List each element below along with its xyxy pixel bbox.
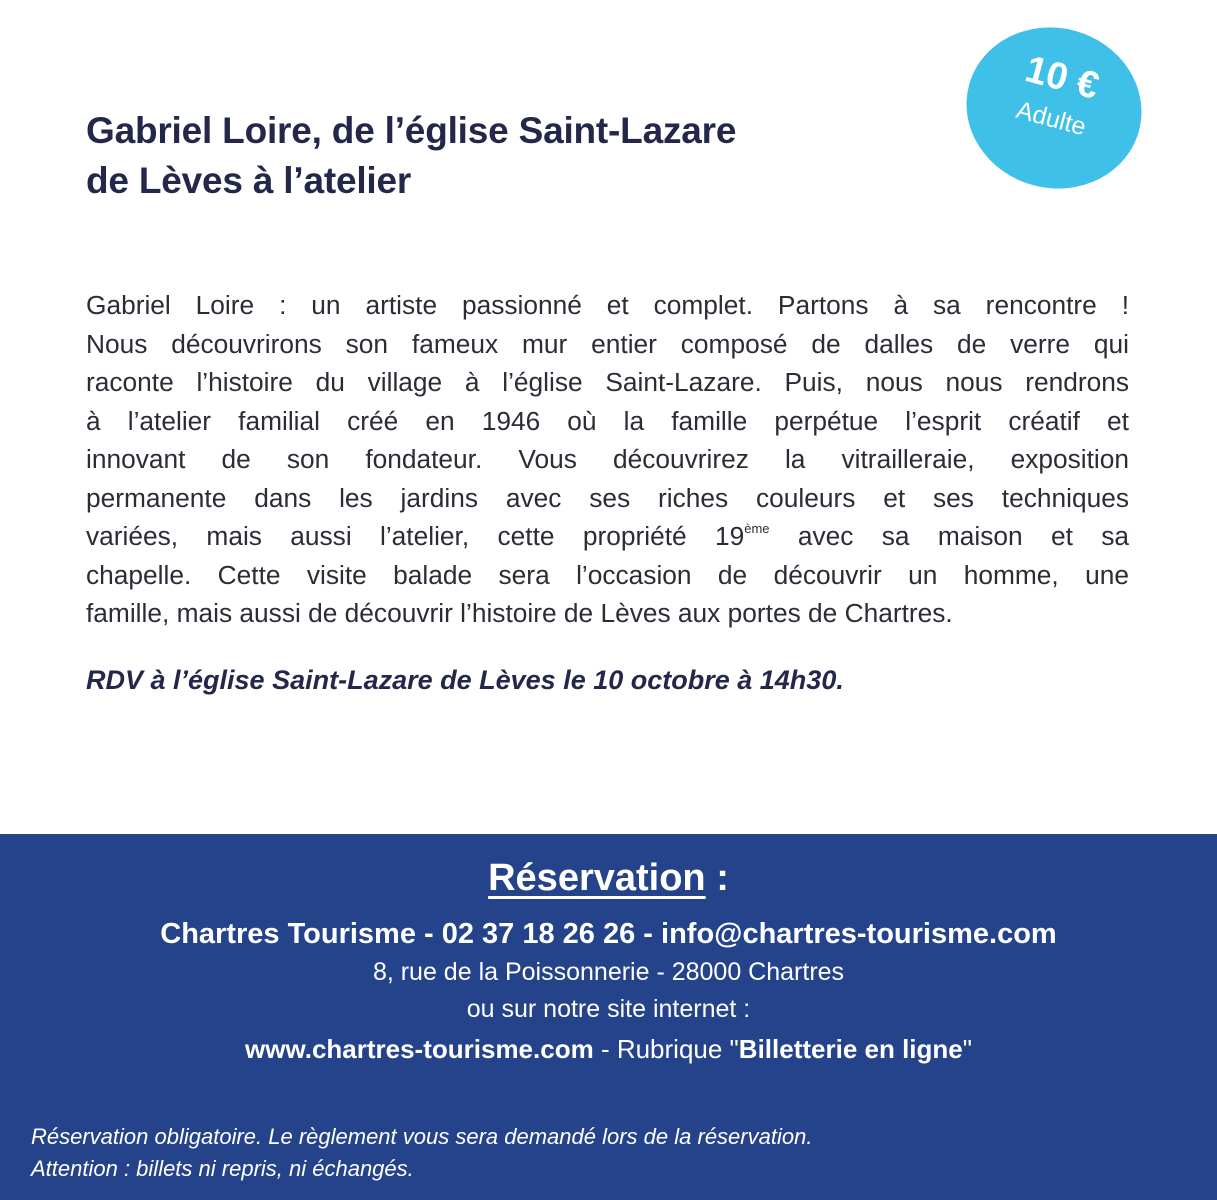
page-title — [86, 106, 906, 206]
description-paragraph — [86, 286, 1129, 633]
description-line: raconte l’histoire du village à l’église Saint-Lazare. Puis, nous nous rendrons — [86, 367, 1129, 397]
website-section: Billetterie en ligne — [738, 1034, 963, 1064]
description-line — [86, 517, 1129, 556]
price-category: Adulte — [1013, 95, 1090, 142]
reservation-heading-colon: : — [705, 857, 729, 899]
note-line: Attention : billets ni repris, ni échangés. — [31, 1156, 414, 1181]
description-line: innovant de son fondateur. Vous découvrirez la vitrailleraie, exposition — [86, 444, 1129, 474]
reservation-heading-text: Réservation — [488, 857, 706, 899]
website-section-prefix: - Rubrique " — [593, 1034, 739, 1064]
description-line: à l’atelier familial créé en 1946 où la famille perpétue l’esprit créatif et — [86, 405, 1129, 436]
description-text: avec sa maison et sa — [769, 521, 1129, 551]
reservation-panel — [0, 834, 1217, 1200]
reservation-contact: Chartres Tourisme - 02 37 18 26 26 - info@chartres-tourisme.com — [160, 918, 1057, 950]
description-line: permanente dans les jardins avec ses riches couleurs et ses techniques — [86, 482, 1129, 513]
description-line: famille, mais aussi de découvrir l’histoire de Lèves aux portes de Chartres. — [86, 598, 953, 628]
price-value: 10 € — [1020, 48, 1104, 108]
description-line: Gabriel Loire : un artiste passionné et complet. Partons à sa rencontre ! — [86, 290, 1129, 320]
description-text: variées, mais aussi l’atelier, cette propriété 19 — [86, 521, 745, 551]
website-link[interactable]: www.chartres-tourisme.com — [245, 1034, 594, 1064]
reservation-heading — [0, 854, 1217, 902]
price-badge — [948, 8, 1159, 208]
reservation-site-label: ou sur notre site internet : — [466, 995, 751, 1023]
website-section-suffix: " — [962, 1034, 972, 1064]
description-line: Nous découvrirons son fameux mur entier composé de dalles de verre qui — [86, 328, 1129, 359]
reservation-address: 8, rue de la Poissonnerie - 28000 Chartres — [372, 958, 845, 986]
superscript-ordinal: ème — [744, 521, 770, 536]
title-line-1: Gabriel Loire, de l’église Saint-Lazare — [86, 110, 737, 151]
description-line: chapelle. Cette visite balade sera l’occasion de découvrir un homme, une — [86, 559, 1129, 590]
reservation-notes — [31, 1121, 812, 1185]
note-line: Réservation obligatoire. Le règlement vous sera demandé lors de la réservation. — [31, 1124, 813, 1149]
title-line-2: de Lèves à l’atelier — [86, 160, 412, 201]
meeting-info: RDV à l’église Saint-Lazare de Lèves le 10 octobre à 14h30. — [86, 665, 844, 695]
reservation-website — [0, 1030, 1217, 1068]
